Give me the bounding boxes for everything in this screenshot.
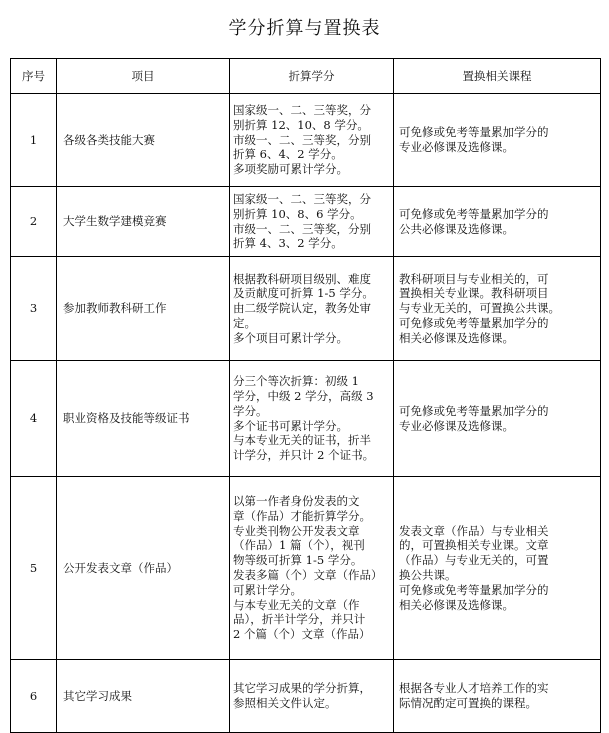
row-replacement — [394, 187, 601, 257]
header-replacement: 置换相关课程 — [394, 59, 601, 94]
row-conversion — [230, 257, 394, 361]
conversion-line: 国家级一、二、三等奖，分 — [233, 191, 371, 206]
row-replacement — [394, 94, 601, 187]
conversion-line: 分三个等次折算：初级 1 — [233, 374, 359, 389]
conversion-line: 专业类刊物公开发表文章 — [233, 523, 360, 538]
row-replacement — [394, 257, 601, 361]
replacement-line: 发表文章（作品）与专业相关 — [399, 523, 549, 538]
header-item: 项目 — [57, 59, 230, 94]
replacement-line: 相关必修课及选修课。 — [399, 597, 514, 612]
row-seq: 4 — [11, 361, 57, 477]
header-seq: 序号 — [11, 59, 57, 94]
conversion-line: 多个项目可累计学分。 — [233, 330, 348, 345]
replacement-line: 可免修或免考等量累加学分的 — [399, 403, 549, 418]
conversion-line: （作品）1 篇（个），视刊 — [233, 538, 365, 553]
replacement-line: 专业必修课及选修课。 — [399, 418, 514, 433]
conversion-line: 以第一作者身份发表的文 — [233, 494, 360, 509]
table-row — [11, 187, 601, 257]
table-header-row — [11, 59, 601, 94]
credit-conversion-table — [10, 58, 601, 733]
conversion-line: 市级一、二、三等奖，分别 — [233, 221, 371, 236]
conversion-line: 根据教科研项目级别、难度 — [233, 271, 371, 286]
row-item: 职业资格及技能等级证书 — [57, 361, 230, 477]
replacement-line: 可免修或免考等量累加学分的 — [399, 125, 549, 140]
conversion-line: 学分。 — [233, 403, 268, 418]
row-seq: 6 — [11, 660, 57, 733]
conversion-line: 章（作品）才能折算学分。 — [233, 508, 371, 523]
replacement-line: 可免修或免考等量累加学分的 — [399, 206, 549, 221]
conversion-line: 别折算 12、10、8 学分。 — [233, 117, 369, 132]
conversion-line: 国家级一、二、三等奖，分 — [233, 103, 371, 117]
table-row — [11, 361, 601, 477]
row-item: 其它学习成果 — [57, 660, 230, 733]
row-item: 各级各类技能大赛 — [57, 94, 230, 187]
conversion-line: 与本专业无关的文章（作 — [233, 597, 360, 612]
replacement-line: 公共必修课及选修课。 — [399, 221, 514, 236]
replacement-line: 根据各专业人才培养工作的实 — [399, 681, 549, 696]
conversion-line: 发表多篇（个）文章（作品） — [233, 568, 383, 582]
row-replacement — [394, 361, 601, 477]
replacement-line: （作品）与专业无关的，可置 — [399, 553, 549, 568]
header-conversion: 折算学分 — [230, 59, 394, 94]
conversion-line: 别折算 10、8、6 学分。 — [233, 206, 362, 221]
row-conversion — [230, 94, 394, 187]
replacement-line: 的，可置换相关专业课。文章 — [399, 538, 549, 553]
row-conversion — [230, 361, 394, 477]
table-row — [11, 257, 601, 361]
conversion-line: 定。 — [233, 315, 256, 330]
replacement-line: 相关必修课及选修课。 — [399, 330, 514, 345]
conversion-line: 计学分，并只计 2 个证书。 — [233, 448, 375, 463]
row-seq: 1 — [11, 94, 57, 187]
replacement-line: 与专业无关的，可置换公共课。 — [399, 301, 560, 316]
conversion-line: 及贡献度可折算 1-5 学分。 — [233, 286, 374, 301]
page-title: 学分折算与置换表 — [228, 18, 381, 39]
conversion-line: 由二级学院认定，教务处审 — [233, 301, 371, 316]
conversion-line: 其它学习成果的学分折算， — [233, 681, 371, 696]
replacement-line: 换公共课。 — [399, 568, 457, 582]
replacement-line: 专业必修课及选修课。 — [399, 140, 514, 154]
replacement-line: 可免修或免考等量累加学分的 — [399, 582, 549, 597]
replacement-line: 际情况酌定可置换的课程。 — [399, 696, 537, 710]
conversion-line: 物等级可折算 1-5 学分。 — [233, 553, 363, 568]
row-seq: 3 — [11, 257, 57, 361]
row-item: 参加教师教科研工作 — [57, 257, 230, 361]
row-item: 公开发表文章（作品） — [57, 477, 230, 660]
table-row — [11, 94, 601, 187]
row-item: 大学生数学建模竞赛 — [57, 187, 230, 257]
replacement-line: 可免修或免考等量累加学分的 — [399, 315, 549, 330]
conversion-line: 品），折半计学分，并只计 — [233, 612, 366, 627]
row-replacement — [394, 477, 601, 660]
row-seq: 2 — [11, 187, 57, 257]
conversion-line: 参照相关文件认定。 — [233, 696, 337, 710]
conversion-line: 多个证书可累计学分。 — [233, 418, 348, 433]
conversion-line: 折算 6、4、2 学分。 — [233, 147, 343, 162]
conversion-line: 学分，中级 2 学分，高级 3 — [233, 388, 374, 403]
conversion-line: 多项奖励可累计学分。 — [233, 162, 348, 177]
table-row — [11, 477, 601, 660]
conversion-line: 2 个篇（个）文章（作品） — [233, 627, 371, 642]
replacement-line: 置换相关专业课。教科研项目 — [399, 286, 549, 301]
row-seq: 5 — [11, 477, 57, 660]
conversion-line: 折算 4、3、2 学分。 — [233, 236, 343, 251]
conversion-line: 可累计学分。 — [233, 582, 302, 597]
conversion-line: 市级一、二、三等奖，分别 — [233, 132, 371, 147]
replacement-line: 教科研项目与专业相关的，可 — [399, 271, 549, 286]
row-conversion — [230, 477, 394, 660]
row-conversion — [230, 187, 394, 257]
conversion-line: 与本专业无关的证书，折半 — [233, 433, 371, 448]
